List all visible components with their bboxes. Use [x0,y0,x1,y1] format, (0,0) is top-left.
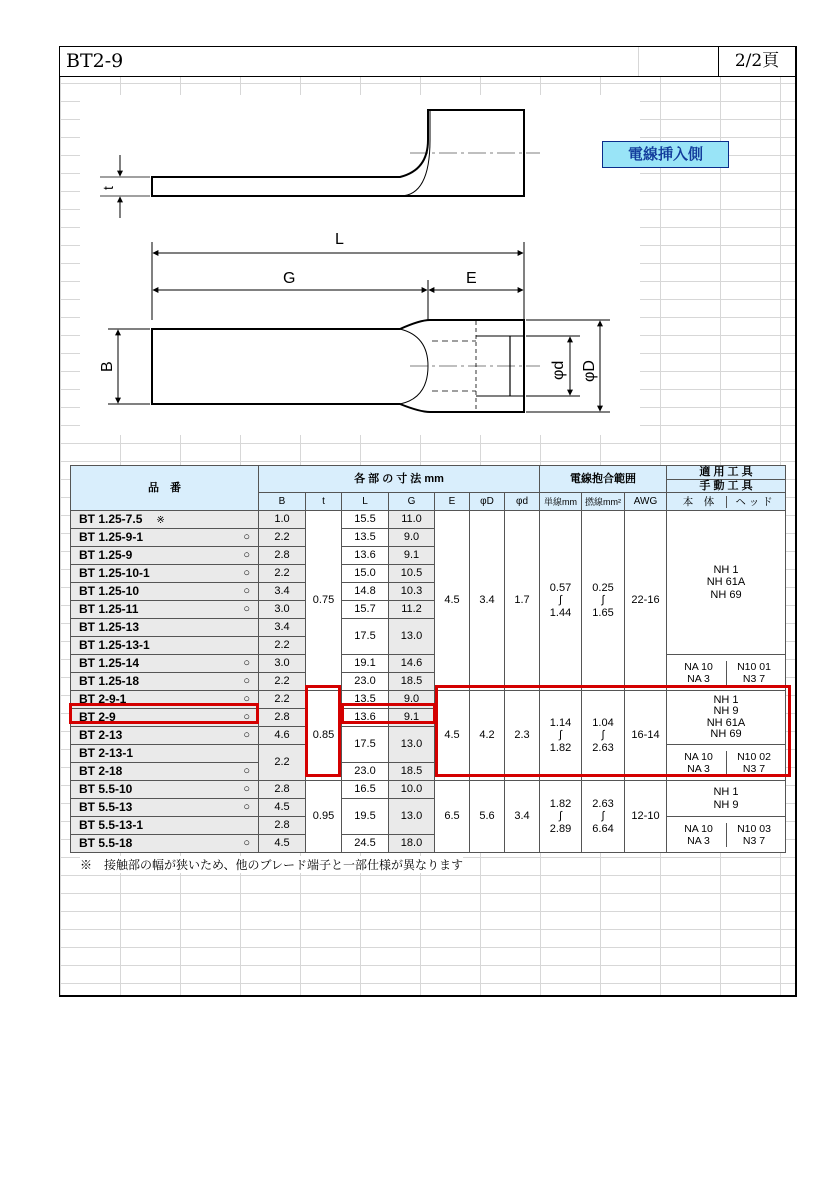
header-L: L [342,493,389,511]
cell-B: 3.4 [259,583,306,601]
cell-G: 18.5 [389,763,435,781]
single-max: 1.82 [549,742,572,755]
cell-L: 13.6 [342,547,389,565]
part-cell [71,529,259,547]
cell-phid: 2.3 [505,691,540,781]
range-sign: ∫ [601,810,605,823]
cell-L: 15.0 [342,565,389,583]
header-E: E [435,493,470,511]
cell-G: 11.2 [389,601,435,619]
part-no: BT 5.5-10 [79,781,133,796]
top-view [152,320,540,412]
cell-phid: 1.7 [505,511,540,691]
part-cell [71,511,259,529]
cell-phiD: 5.6 [470,781,505,853]
single-min: 1.82 [549,797,572,810]
tool: NH 69 [710,589,742,602]
range-sign: ∫ [601,594,605,607]
part-no: BT 5.5-13 [79,799,133,814]
part-no: BT 2-9-1 [79,691,127,706]
cell-tools-head [667,745,786,781]
range-sign: ∫ [558,729,562,742]
header-head: ヘ ッ ド [726,496,781,508]
cell-B: 2.2 [259,691,306,709]
part-no: BT 1.25-10 [79,583,140,598]
part-no: BT 1.25-18 [79,673,140,688]
part-cell [71,673,259,691]
cell-G: 18.0 [389,835,435,853]
header-manual-tools: 手 動 工 具 [699,479,753,492]
table-row [71,691,786,709]
mark: ○ [243,836,250,849]
part-cell [71,835,259,853]
part-no: BT 1.25-9-1 [79,529,144,544]
cell-B: 2.2 [259,529,306,547]
mark: ○ [243,692,250,705]
cell-phid: 3.4 [505,781,540,853]
cell-B: 2.8 [259,817,306,835]
dim-B-label: B [99,361,116,372]
cell-G: 14.6 [389,655,435,673]
range-sign: ∫ [601,729,605,742]
cell-G: 9.0 [389,691,435,709]
cell-E: 4.5 [435,691,470,781]
dim-phid-label: φd [550,360,567,380]
part-cell [71,727,259,745]
header-body: 本 体 [682,495,715,508]
mark: ○ [243,530,250,543]
cell-tools-head [667,655,786,691]
stranded-min: 1.04 [592,716,614,729]
cell-G: 10.5 [389,565,435,583]
cell-G: 18.5 [389,673,435,691]
cell-B: 2.2 [259,565,306,583]
cell-L: 19.5 [342,799,389,835]
single-max: 1.44 [549,607,572,620]
cell-G: 9.1 [389,709,435,727]
part-no: BT 1.25-14 [79,655,140,670]
header-wire-range: 電線抱合範囲 [540,466,667,493]
tool: NH 1 [713,563,739,576]
tool: NH 9 [713,705,739,718]
cell-B: 2.2 [259,673,306,691]
header-B: B [259,493,306,511]
range-sign: ∫ [558,594,562,607]
page-number: 2/2頁 [718,47,795,76]
part-no: BT 1.25-11 [79,601,139,616]
part-cell [71,637,259,655]
cell-E: 4.5 [435,511,470,691]
tool-head: N3 7 [726,763,781,775]
header-body-head [667,493,786,511]
cell-L: 17.5 [342,619,389,655]
cell-G: 13.0 [389,727,435,763]
header-tools-label: 適 用 工 具 [667,466,785,480]
tool-body: NA 3 [687,762,710,775]
part-no: BT 1.25-13-1 [79,637,150,652]
part-no: BT 2-13-1 [79,745,134,760]
mark: ○ [243,674,250,687]
header-t: t [306,493,342,511]
part-cell [71,583,259,601]
dim-G-label: G [283,270,296,287]
wire-insert-side-label: 電線挿入側 [602,141,729,168]
single-max: 2.89 [549,823,572,836]
tool-head: N10 01 [726,661,781,673]
tool-body: NA 10 [684,660,713,673]
cell-stranded [582,691,625,781]
part-cell [71,799,259,817]
terminal-drawing [0,0,835,460]
header-stranded: 撚線mm² [582,493,625,511]
cell-L: 19.1 [342,655,389,673]
single-min: 0.57 [549,581,572,594]
header-phiD: φD [470,493,505,511]
tool: NH 61A [706,576,746,589]
cell-phiD: 4.2 [470,691,505,781]
part-cell [71,763,259,781]
stranded-min: 2.63 [592,797,614,810]
tool-body: NA 10 [684,750,713,763]
tool: NH 61A [706,716,746,729]
tool: NH 69 [710,728,742,741]
cell-single [540,511,582,691]
mark: ○ [243,728,250,741]
page-title: BT2-9 [66,50,124,72]
cell-B: 3.4 [259,619,306,637]
mark: ○ [243,602,250,615]
dim-t-label: t [100,186,116,190]
cell-G: 13.0 [389,799,435,835]
part-cell [71,619,259,637]
cell-G: 9.0 [389,529,435,547]
cell-B: 4.5 [259,835,306,853]
mark: ○ [243,800,250,813]
single-min: 1.14 [549,716,572,729]
part-no: BT 1.25-7.5 [79,511,143,526]
part-cell [71,547,259,565]
cell-E: 6.5 [435,781,470,853]
part-cell [71,745,259,763]
cell-L: 13.5 [342,529,389,547]
tool-body: NA 10 [684,822,713,835]
part-no: BT 5.5-18 [79,835,133,850]
cell-phiD: 3.4 [470,511,505,691]
mark: ○ [243,548,250,561]
part-no: BT 2-18 [79,763,123,778]
dim-L-label: L [335,231,344,248]
cell-B: 3.0 [259,601,306,619]
header-awg: AWG [625,493,667,511]
cell-G: 11.0 [389,511,435,529]
header-G: G [389,493,435,511]
footnote: ※ 接触部の幅が狭いため、他のブレード端子と一部仕様が異なります [80,858,464,872]
tool: NH 1 [713,786,739,799]
header-tools [667,466,786,493]
stranded-max: 1.65 [592,607,614,620]
tool-body: NA 3 [687,672,710,685]
cell-G: 10.0 [389,781,435,799]
cell-L: 13.5 [342,691,389,709]
cell-tools-head [667,817,786,853]
cell-B: 2.8 [259,709,306,727]
cell-L: 14.8 [342,583,389,601]
cell-L: 13.6 [342,709,389,727]
mark: ○ [243,584,250,597]
cell-G: 10.3 [389,583,435,601]
cell-B: 3.0 [259,655,306,673]
cell-L: 23.0 [342,763,389,781]
mark: ○ [243,710,250,723]
cell-B: 1.0 [259,511,306,529]
part-no: BT 2-13 [79,727,123,742]
cell-L: 24.5 [342,835,389,853]
cell-L: 16.5 [342,781,389,799]
stranded-max: 6.64 [592,823,614,836]
tool-head: N10 03 [726,823,781,835]
part-cell [71,817,259,835]
cell-stranded [582,781,625,853]
part-cell [71,565,259,583]
stranded-max: 2.63 [592,742,614,755]
mark: ○ [243,764,250,777]
tool-head: N10 02 [726,751,781,763]
part-cell [71,601,259,619]
cell-B: 4.6 [259,727,306,745]
part-no: BT 1.25-9 [79,547,133,562]
cell-tools-body [667,691,786,745]
cell-awg: 12-10 [625,781,667,853]
cell-B: 2.8 [259,781,306,799]
range-sign: ∫ [558,810,562,823]
part-cell [71,709,259,727]
cell-G: 9.1 [389,547,435,565]
mark: ○ [243,656,250,669]
part-no: BT 1.25-10-1 [79,565,150,580]
cell-t: 0.85 [306,691,342,781]
table-row [71,655,786,673]
dim-phiD-label: φD [581,360,598,382]
cell-tools-body [667,511,786,655]
part-no: BT 2-9 [79,709,116,724]
cell-single [540,691,582,781]
cell-L: 23.0 [342,673,389,691]
stranded-min: 0.25 [592,581,614,594]
part-no: BT 5.5-13-1 [79,817,144,832]
tool: NH 9 [713,798,739,811]
part-cell [71,691,259,709]
cell-single [540,781,582,853]
dim-E-label: E [466,270,477,287]
mark: ○ [243,566,250,579]
cell-B: 4.5 [259,799,306,817]
cell-B: 2.2 [259,745,306,781]
tool-head: N3 7 [726,673,781,685]
spec-table [70,465,786,853]
header-single: 単線mm [540,493,582,511]
header-dimensions: 各 部 の 寸 法 mm [259,466,540,493]
part-no: BT 1.25-13 [79,619,140,634]
cell-stranded [582,511,625,691]
mark: ○ [243,782,250,795]
cell-awg: 16-14 [625,691,667,781]
cell-B: 2.8 [259,547,306,565]
note-mark: ※ [156,514,165,526]
tool: NH 1 [713,693,739,706]
cell-awg: 22-16 [625,511,667,691]
header-phid: φd [505,493,540,511]
part-cell [71,655,259,673]
tool-body: NA 3 [687,834,710,847]
table-row [71,781,786,799]
cell-L: 15.7 [342,601,389,619]
tool-head: N3 7 [726,835,781,847]
cell-L: 17.5 [342,727,389,763]
header-part-no: 品 番 [71,466,259,511]
cell-B: 2.2 [259,637,306,655]
cell-tools-body [667,781,786,817]
cell-t: 0.95 [306,781,342,853]
cell-L: 15.5 [342,511,389,529]
table-row [71,511,786,529]
cell-G: 13.0 [389,619,435,655]
cell-t: 0.75 [306,511,342,691]
part-cell [71,781,259,799]
